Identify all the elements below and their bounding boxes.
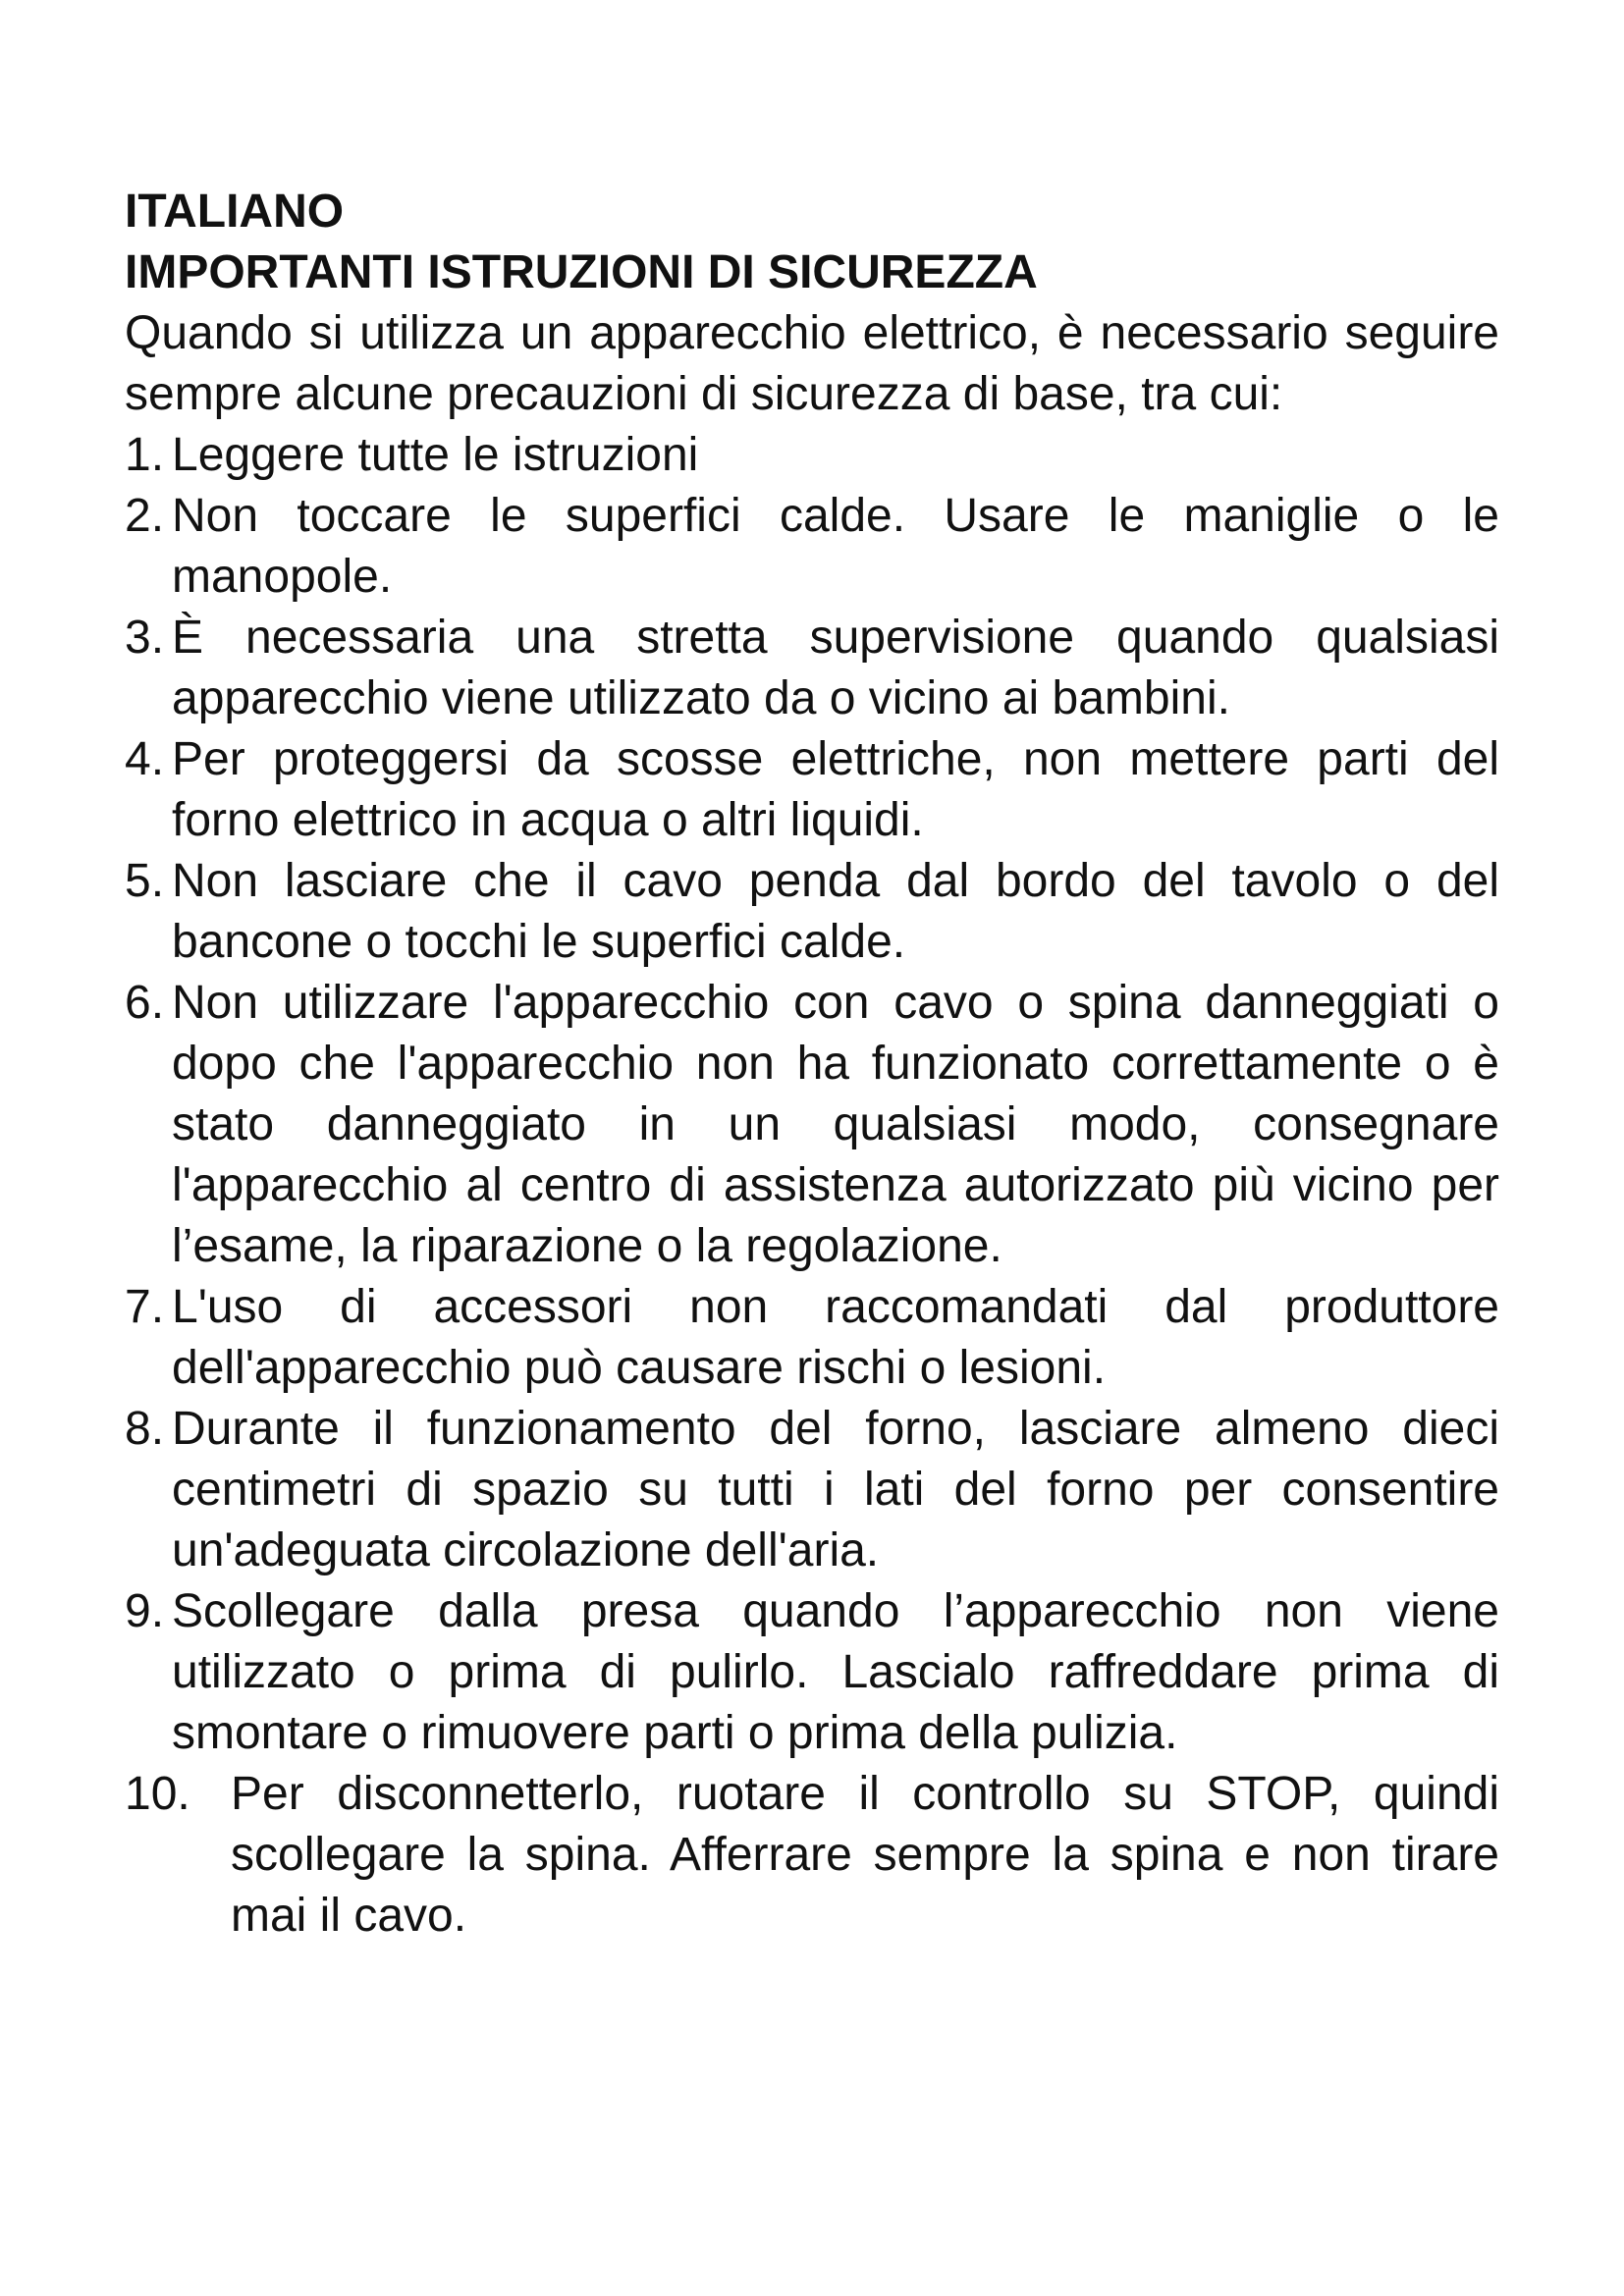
item-number: 10.: [125, 1768, 204, 1820]
list-item: [125, 1399, 1499, 1581]
list-item: [125, 729, 1499, 851]
intro-paragraph: Quando si utilizza un apparecchio elettrico, è necessario seguire sempre alcune precauzioni di sicurezza di base, tra cui:: [125, 307, 1499, 420]
item-number: 2.: [125, 490, 165, 542]
list-item: [125, 425, 1499, 486]
item-text: Per proteggersi da scosse elettriche, non mettere parti del forno elettrico in acqua o altri liquidi.: [172, 733, 1499, 846]
list-item: [125, 608, 1499, 729]
item-text: Scollegare dalla presa quando l’apparecchio non viene utilizzato o prima di pulirlo. Lascialo raffreddare prima di smontare o rimuovere parti o prima della pulizia.: [172, 1585, 1499, 1759]
list-item: [125, 1764, 1499, 1947]
item-number: 8.: [125, 1403, 178, 1455]
manual-page: [125, 182, 1499, 1947]
list-item: [125, 486, 1499, 608]
item-text: Non lasciare che il cavo penda dal bordo del tavolo o del bancone o tocchi le superfici calde.: [172, 855, 1499, 968]
list-item: [125, 1277, 1499, 1399]
item-number: 7.: [125, 1281, 165, 1333]
list-item: [125, 973, 1499, 1277]
item-number: 5.: [125, 855, 165, 907]
item-text: Leggere tutte le istruzioni: [172, 429, 699, 481]
item-text: Non toccare le superfici calde. Usare le maniglie o le manopole.: [172, 490, 1499, 603]
section-title: IMPORTANTI ISTRUZIONI DI SICUREZZA: [125, 246, 1038, 298]
item-text: È necessaria una stretta supervisione quando qualsiasi apparecchio viene utilizzato da o vicino ai bambini.: [172, 612, 1499, 724]
safety-instructions-list: [125, 425, 1499, 1947]
list-item: [125, 851, 1499, 973]
item-number: 1.: [125, 429, 178, 481]
language-heading: ITALIANO: [125, 186, 345, 238]
list-item: [125, 1581, 1499, 1764]
item-text: Durante il funzionamento del forno, lasciare almeno dieci centimetri di spazio su tutti i lati del forno per consentire un'adeguata circolazione dell'aria.: [172, 1403, 1499, 1576]
item-number: 4.: [125, 733, 165, 785]
item-text: Non utilizzare l'apparecchio con cavo o spina danneggiati o dopo che l'apparecchio non ha funzionato correttamente o è stato danneggiato in un qualsiasi modo, consegnare l'apparecchio al centro di assistenza autorizzato più vicino per l’esame, la riparazione o la regolazione.: [172, 977, 1499, 1272]
item-number: 6.: [125, 977, 165, 1029]
item-text: L'uso di accessori non raccomandati dal produttore dell'apparecchio può causare rischi o lesioni.: [172, 1281, 1499, 1394]
item-text: Per disconnetterlo, ruotare il controllo su STOP, quindi scollegare la spina. Afferrare sempre la spina e non tirare mai il cavo.: [231, 1768, 1499, 1942]
item-number: 3.: [125, 612, 165, 664]
item-number: 9.: [125, 1585, 165, 1637]
